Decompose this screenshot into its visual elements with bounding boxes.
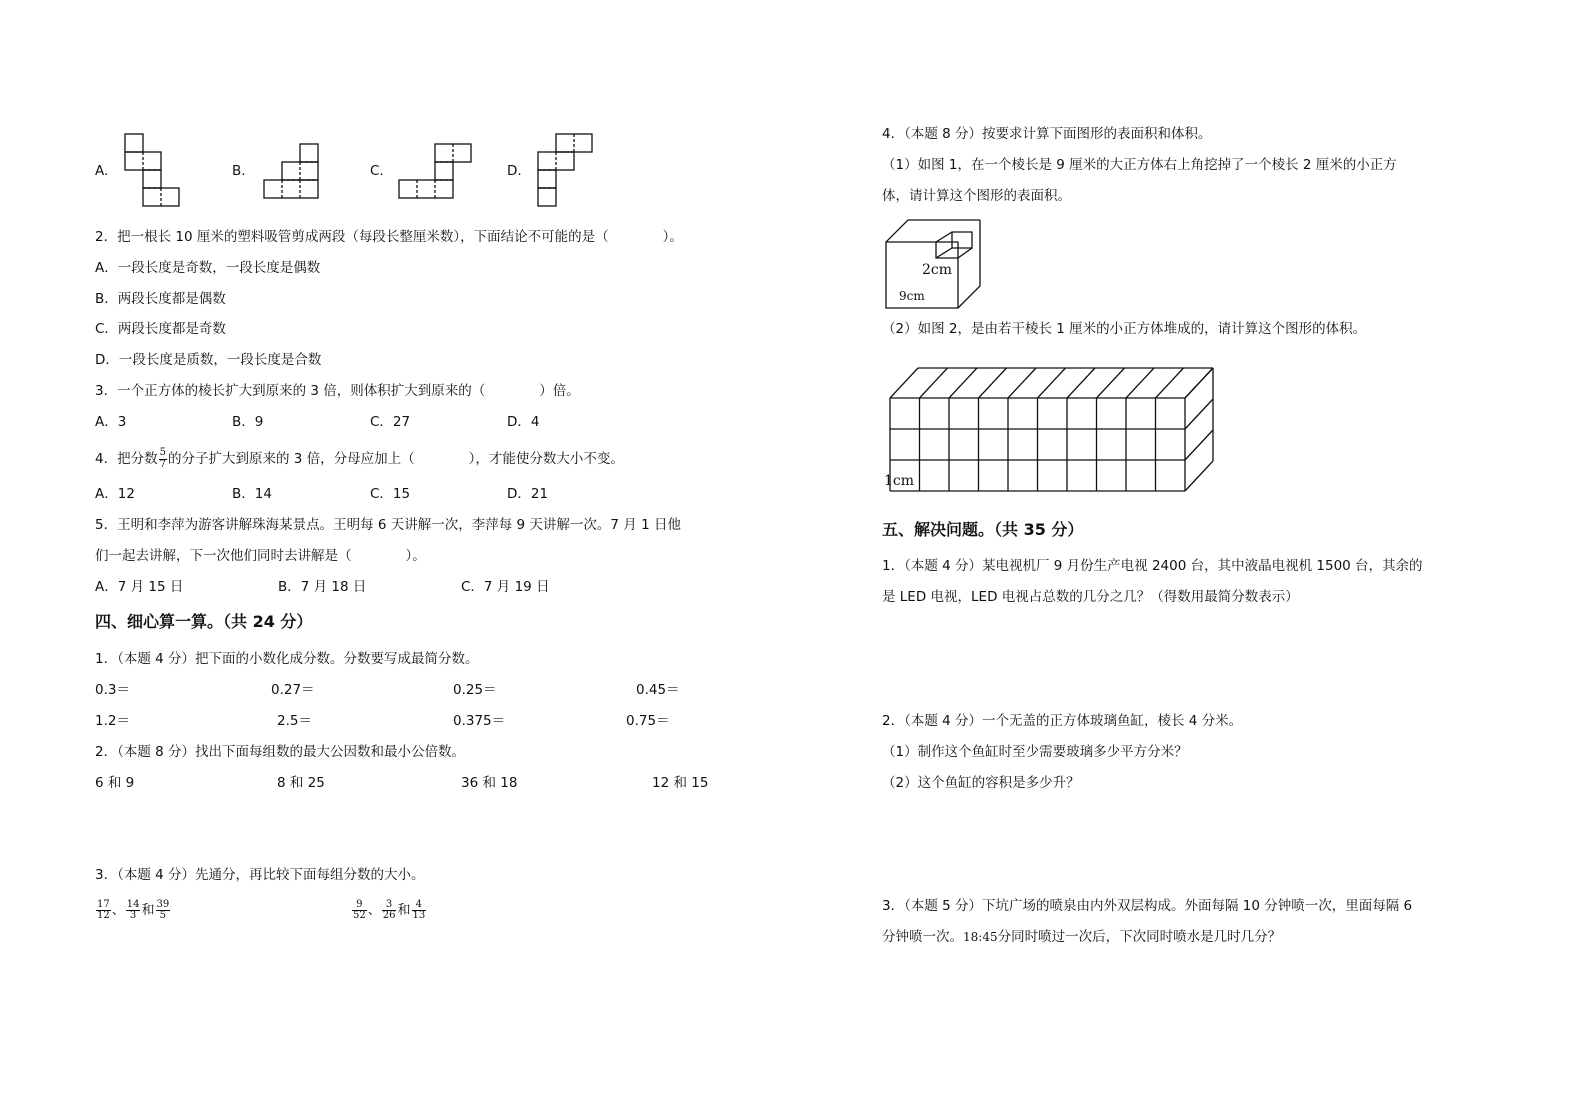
q3-stem: 3．一个正方体的棱长扩大到原来的 3 倍，则体积扩大到原来的（ ）倍。 <box>95 383 580 399</box>
s4-q2-stem: 2．（本题 8 分）找出下面每组数的最大公因数和最小公倍数。 <box>95 744 466 760</box>
q5-option-c: C．7 月 19 日 <box>461 579 550 595</box>
q5-option-b: B．7 月 18 日 <box>278 579 367 595</box>
s5-q3-time: 18:45 <box>963 930 998 944</box>
s4-q2-item: 8 和 25 <box>277 775 325 791</box>
r-q4-stem: 4．（本题 8 分）按要求计算下面图形的表面积和体积。 <box>882 126 1212 142</box>
q4-frac-denominator: 7 <box>159 458 166 470</box>
section4-title: 四、细心算一算。（共 24 分） <box>95 612 313 631</box>
s4-q2-item: 6 和 9 <box>95 775 135 791</box>
grid-line <box>1185 461 1213 491</box>
grid-line <box>1185 430 1213 460</box>
q1-option-b-label: B. <box>232 163 246 179</box>
q4-option-a: A．12 <box>95 486 135 502</box>
q2-option-c: C．两段长度都是奇数 <box>95 321 226 337</box>
denominator: 26 <box>382 910 396 921</box>
denominator: 12 <box>97 910 110 921</box>
grid-line <box>1185 368 1213 398</box>
figure1-small-label: 2cm <box>922 262 953 278</box>
q5-line2: 们一起去讲解，下一次他们同时去讲解是（ ）。 <box>95 548 426 564</box>
q4-fraction <box>159 448 167 470</box>
numerator: 4 <box>412 900 427 912</box>
s5-q3-line2b: 分同时喷过一次后，下次同时喷水是几时几分？ <box>997 929 1282 945</box>
figure2-block <box>888 364 1178 498</box>
s4-q1-item: 0.45＝ <box>636 682 680 698</box>
r-q4-p2: （2）如图 2，是由若干棱长 1 厘米的小正方体堆成的，请计算这个图形的体积。 <box>882 321 1367 337</box>
fraction <box>382 900 397 922</box>
and-text: 和 <box>397 903 411 918</box>
grid-line <box>979 368 1007 398</box>
s4-q1-item: 2.5＝ <box>277 713 312 729</box>
figure2-label: 1cm <box>884 473 915 489</box>
s4-q2-item: 36 和 18 <box>461 775 518 791</box>
grid-line <box>1067 368 1095 398</box>
grid-line <box>1126 368 1154 398</box>
denominator: 3 <box>129 910 137 921</box>
numerator: 17 <box>97 898 110 910</box>
separator: 、 <box>367 903 381 918</box>
and-text: 和 <box>141 903 155 918</box>
fraction <box>96 900 111 922</box>
numerator: 9 <box>352 900 367 912</box>
grid-line <box>1008 368 1036 398</box>
q3-option-c: C．27 <box>370 414 411 430</box>
q1-net-a <box>125 134 181 210</box>
q4-option-b: B．14 <box>232 486 272 502</box>
s5-q3-line1: 3．（本题 5 分）下坑广场的喷泉由内外双层构成。外面每隔 10 分钟喷一次，里面每隔 6 <box>882 898 1413 914</box>
s4-q3-stem: 3．（本题 4 分）先通分，再比较下面每组分数的大小。 <box>95 867 425 883</box>
q4-stem-a: 4．把分数 <box>95 451 158 467</box>
s4-q3-group1 <box>95 896 171 926</box>
q4-option-c: C．15 <box>370 486 411 502</box>
q5-option-a: A．7 月 15 日 <box>95 579 184 595</box>
q2-option-a: A．一段长度是奇数，一段长度是偶数 <box>95 260 321 276</box>
denominator: 5 <box>159 910 167 921</box>
grid-line <box>1156 368 1184 398</box>
s5-q2-p2: （2）这个鱼缸的容积是多少升？ <box>882 775 1080 791</box>
s5-q1-line1: 1．（本题 4 分）某电视机厂 9 月份生产电视 2400 台，其中液晶电视机 1500 台，其余的 <box>882 558 1423 574</box>
grid-line <box>1097 368 1125 398</box>
q1-net-c <box>399 144 473 200</box>
fraction <box>156 900 171 922</box>
q2-option-b: B．两段长度都是偶数 <box>95 291 226 307</box>
q4-option-d: D．21 <box>507 486 549 502</box>
denominator: 52 <box>353 910 366 921</box>
r-q4-p1-line2: 体，请计算这个图形的表面积。 <box>882 188 1071 204</box>
q3-option-a: A．3 <box>95 414 127 430</box>
s5-q3-line2a: 分钟喷一次。 <box>882 929 963 945</box>
fraction <box>352 900 367 922</box>
s5-q1-line2: 是 LED 电视，LED 电视占总数的几分之几？（得数用最简分数表示） <box>882 589 1299 605</box>
q4-stem-b: 的分子扩大到原来的 3 倍，分母应加上（ ），才能使分数大小不变。 <box>167 451 624 467</box>
q4-stem <box>95 445 624 473</box>
s4-q1-item: 1.2＝ <box>95 713 130 729</box>
q1-option-d-label: D. <box>507 163 522 179</box>
q1-option-c-label: C. <box>370 163 384 179</box>
s4-q1-item: 0.3＝ <box>95 682 130 698</box>
r-q4-p1-line1: （1）如图 1，在一个棱长是 9 厘米的大正方体右上角挖掉了一个棱长 2 厘米的小正方 <box>882 157 1397 173</box>
s4-q1-item: 0.27＝ <box>271 682 315 698</box>
numerator: 14 <box>126 898 140 910</box>
s4-q3-group2 <box>351 896 427 926</box>
s4-q1-item: 0.375＝ <box>453 713 506 729</box>
s4-q1-item: 0.75＝ <box>626 713 670 729</box>
grid-line <box>949 368 977 398</box>
figure1-big-label: 9cm <box>899 289 925 303</box>
section5-title: 五、解决问题。（共 35 分） <box>882 520 1084 539</box>
q1-option-a-label: A. <box>95 163 109 179</box>
fraction <box>412 900 427 922</box>
q2-option-d: D．一段长度是质数，一段长度是合数 <box>95 352 322 368</box>
s4-q2-item: 12 和 15 <box>652 775 709 791</box>
q1-net-d <box>538 134 594 210</box>
q1-net-b <box>264 144 320 200</box>
denominator: 13 <box>412 910 426 921</box>
grid-line <box>1185 399 1213 429</box>
q3-option-b: B．9 <box>232 414 264 430</box>
s5-q2-p1: （1）制作这个鱼缸时至少需要玻璃多少平方分米？ <box>882 744 1188 760</box>
q3-option-d: D．4 <box>507 414 540 430</box>
s5-q3-line2 <box>882 931 1281 945</box>
q4-frac-numerator: 5 <box>159 447 166 458</box>
q5-line1: 5．王明和李萍为游客讲解珠海某景点。王明每 6 天讲解一次，李萍每 9 天讲解一次。7 月 1 日他 <box>95 517 681 533</box>
s4-q1-stem: 1．（本题 4 分）把下面的小数化成分数。分数要写成最简分数。 <box>95 651 479 667</box>
numerator: 39 <box>156 898 170 910</box>
numerator: 3 <box>382 900 397 912</box>
q2-stem: 2．把一根长 10 厘米的塑料吸管剪成两段（每段长整厘米数），下面结论不可能的是（ ）。 <box>95 229 683 245</box>
grid-line <box>920 368 948 398</box>
grid-line <box>890 368 918 398</box>
fraction <box>126 900 141 922</box>
grid-line <box>1038 368 1066 398</box>
s4-q1-item: 0.25＝ <box>453 682 497 698</box>
separator: 、 <box>111 903 125 918</box>
s5-q2-stem: 2．（本题 4 分）一个无盖的正方体玻璃鱼缸，棱长 4 分米。 <box>882 713 1243 729</box>
